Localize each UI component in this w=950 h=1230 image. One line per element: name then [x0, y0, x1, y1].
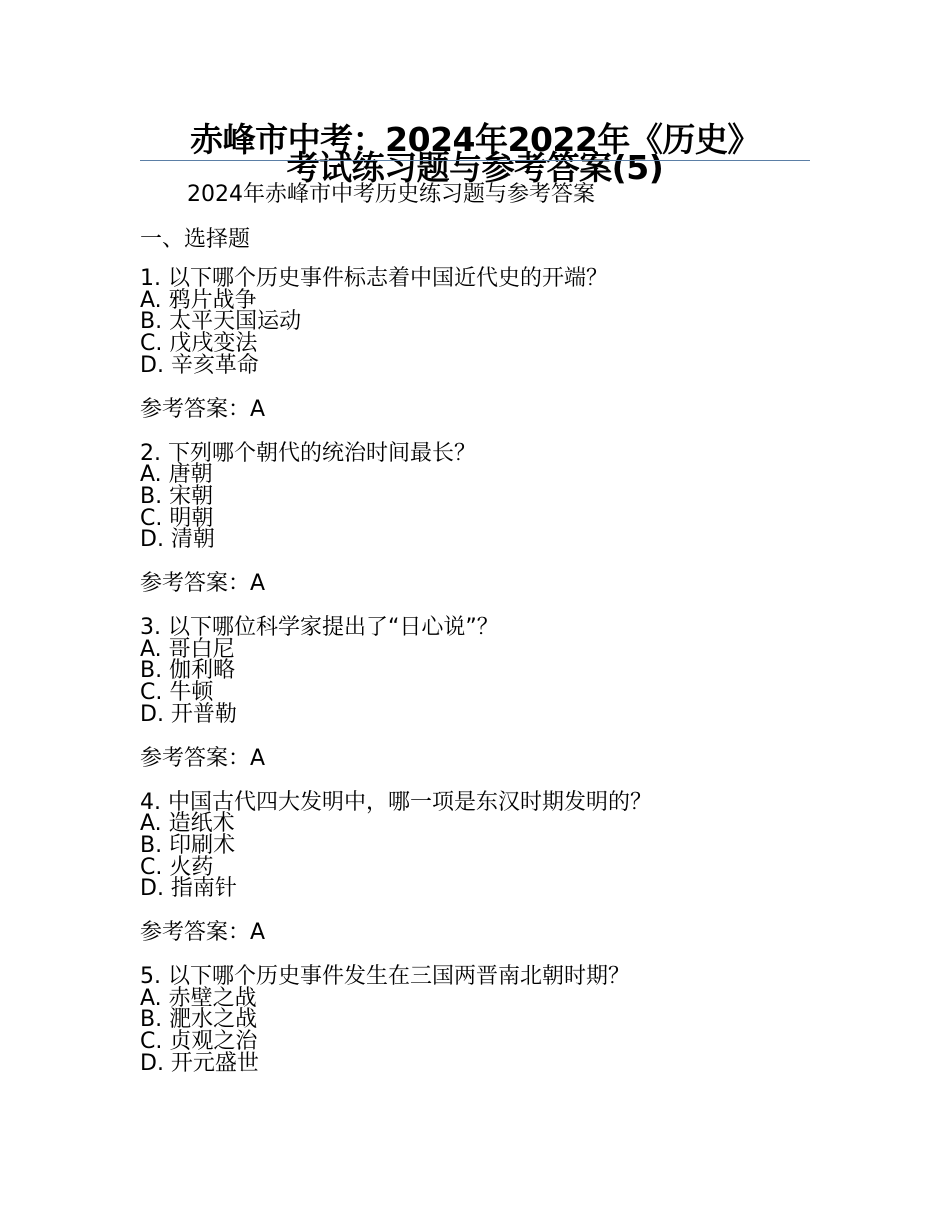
document-title	[140, 120, 810, 188]
option-c: C. 明朝	[140, 505, 214, 531]
answer-text: 参考答案：A	[140, 396, 266, 422]
option-a: A. 赤壁之战	[140, 985, 257, 1011]
question-item	[140, 789, 820, 949]
document-subtitle: 2024年赤峰市中考历史练习题与参考答案	[187, 182, 595, 207]
question-text: 5. 以下哪个历史事件发生在三国两晋南北朝时期？	[140, 964, 630, 990]
question-item	[140, 268, 820, 425]
answer-text: 参考答案：A	[140, 571, 266, 597]
question-list	[140, 268, 820, 1093]
option-c: C. 牛顿	[140, 680, 214, 706]
option-d: D. 清朝	[140, 527, 215, 553]
option-b: B. 伽利略	[140, 658, 236, 684]
answer-text: 参考答案：A	[140, 920, 266, 946]
option-c: C. 火药	[140, 854, 214, 880]
question-text: 3. 以下哪位科学家提出了“日心说”？	[140, 615, 499, 641]
option-d: D. 指南针	[140, 876, 237, 902]
question-item	[140, 440, 820, 600]
option-d: D. 开元盛世	[140, 1050, 259, 1076]
answer-text: 参考答案：A	[140, 745, 266, 771]
title-line-2: 考试练习题与参考答案(5)	[286, 148, 664, 188]
question-text: 1. 以下哪个历史事件标志着中国近代史的开端？	[140, 266, 608, 291]
option-a: A. 鸦片战争	[140, 287, 257, 313]
option-a: A. 唐朝	[140, 462, 213, 488]
option-c: C. 戊戌变法	[140, 331, 258, 357]
option-b: B. 太平天国运动	[140, 309, 302, 335]
section-heading: 一、选择题	[140, 227, 251, 252]
question-text: 4. 中国古代四大发明中，哪一项是东汉时期发明的？	[140, 789, 652, 815]
title-divider	[140, 160, 810, 161]
question-item	[140, 617, 820, 774]
option-c: C. 贞观之治	[140, 1029, 258, 1055]
option-d: D. 辛亥革命	[140, 352, 259, 378]
option-a: A. 哥白尼	[140, 636, 235, 662]
option-d: D. 开普勒	[140, 701, 237, 727]
option-b: B. 印刷术	[140, 832, 236, 858]
title-line-1: 赤峰市中考：2024年2022年《历史》	[190, 120, 760, 160]
option-b: B. 宋朝	[140, 483, 214, 509]
question-text: 2. 下列哪个朝代的统治时间最长？	[140, 440, 476, 466]
option-b: B. 淝水之战	[140, 1007, 258, 1033]
option-a: A. 造纸术	[140, 811, 235, 837]
question-item	[140, 966, 820, 1075]
